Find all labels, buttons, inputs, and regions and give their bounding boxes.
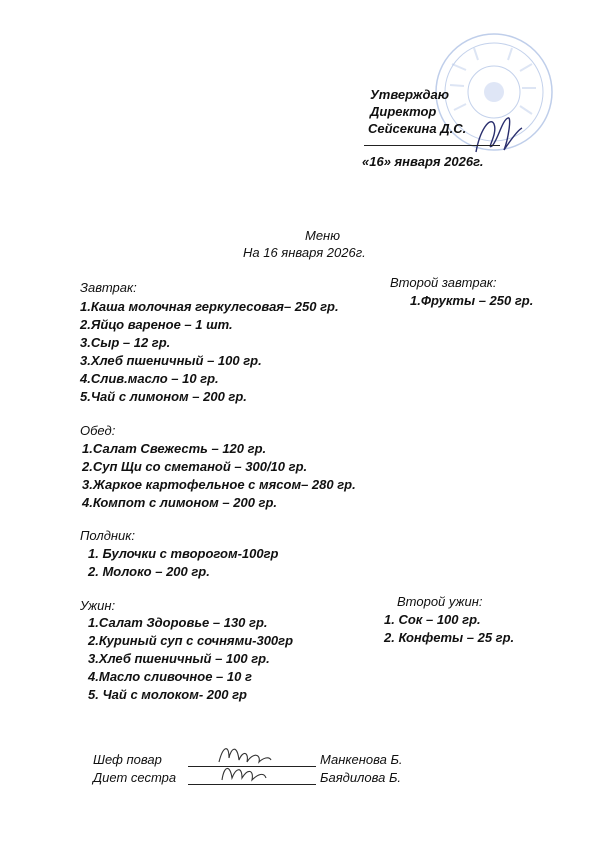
list-item: 2. Молоко – 200 гр.	[88, 564, 210, 579]
list-item: 3.Хлеб пшеничный – 100 гр.	[80, 353, 262, 368]
list-item: 3.Хлеб пшеничный – 100 гр.	[88, 651, 270, 666]
dinner-list	[88, 614, 293, 704]
snack-heading: Полдник:	[80, 528, 136, 543]
diet-role: Диет сестра	[93, 770, 177, 785]
list-item: 1. Сок – 100 гр.	[384, 612, 481, 627]
approval-line-3: Сейсекина Д.С.	[368, 121, 467, 136]
list-item: 5. Чай с молоком- 200 гр	[88, 687, 247, 702]
list-item: 1.Фрукты – 250 гр.	[410, 293, 534, 308]
list-item: 2.Куриный суп с сочнями-300гр	[88, 633, 294, 648]
list-item: 3.Сыр – 12 гр.	[80, 335, 171, 350]
director-signature	[468, 110, 528, 160]
lunch-list	[82, 440, 356, 512]
list-item: 2.Яйцо вареное – 1 шт.	[80, 317, 233, 332]
list-item: 4.Масло сливочное – 10 г	[88, 669, 252, 684]
list-item: 1.Каша молочная геркулесовая– 250 гр.	[80, 299, 339, 314]
list-item: 4.Компот с лимоном – 200 гр.	[82, 495, 278, 510]
snack-list	[88, 545, 278, 581]
list-item: 1.Салат Свежесть – 120 гр.	[82, 441, 267, 456]
diet-name: Баядилова Б.	[320, 770, 402, 785]
diet-signature-line	[188, 784, 316, 785]
menu-title: Меню	[305, 228, 340, 243]
list-item: 2. Конфеты – 25 гр.	[384, 630, 515, 645]
diet-signature	[218, 760, 270, 784]
second-dinner-list	[384, 611, 514, 647]
approval-signature-line	[364, 145, 500, 146]
second-dinner-heading: Второй ужин:	[397, 594, 483, 609]
breakfast-heading: Завтрак:	[80, 280, 137, 295]
breakfast-list	[80, 298, 339, 406]
approval-line-2: Директор	[370, 104, 437, 119]
lunch-heading: Обед:	[80, 423, 116, 438]
list-item: 5.Чай с лимоном – 200 гр.	[80, 389, 247, 404]
approval-date: «16» января 2026г.	[362, 154, 484, 169]
second-breakfast-heading: Второй завтрак:	[390, 275, 497, 290]
dinner-heading: Ужин:	[80, 598, 116, 613]
list-item: 3.Жаркое картофельное с мясом– 280 гр.	[82, 477, 356, 492]
chef-name: Манкенова Б.	[320, 752, 403, 767]
chef-role: Шеф повар	[93, 752, 162, 767]
list-item: 2.Суп Щи со сметаной – 300/10 гр.	[82, 459, 308, 474]
list-item: 4.Слив.масло – 10 гр.	[80, 371, 219, 386]
list-item: 1.Салат Здоровье – 130 гр.	[88, 615, 268, 630]
menu-date: На 16 января 2026г.	[243, 245, 366, 260]
approval-line-1: Утверждаю	[370, 87, 449, 102]
list-item: 1. Булочки с творогом-100гр	[88, 546, 279, 561]
